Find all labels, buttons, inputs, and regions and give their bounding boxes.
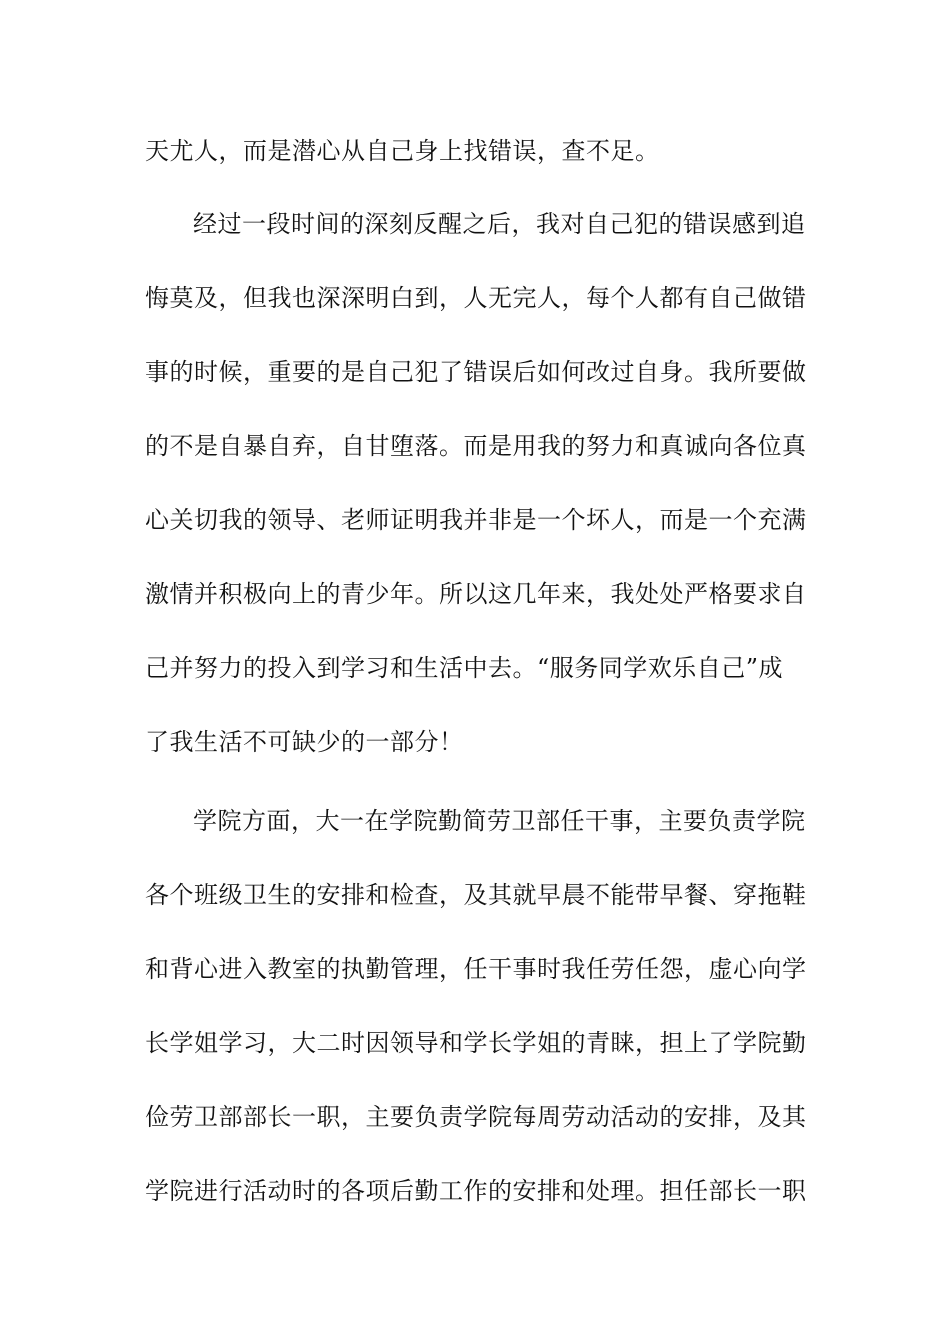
paragraph-line: 己并努力的投入到学习和生活中去。“服务同学欢乐自己”成: [145, 654, 784, 682]
paragraph-line: 天尤人，而是潜心从自己身上找错误，查不足。: [145, 137, 660, 165]
paragraph-line: 俭劳卫部部长一职，主要负责学院每周劳动活动的安排，及其: [145, 1103, 807, 1131]
paragraph-line: 长学姐学习，大二时因领导和学长学姐的青睐，担上了学院勤: [145, 1029, 807, 1057]
paragraph-line: 了我生活不可缺少的一部分！: [145, 728, 464, 756]
paragraph-line: 和背心进入教室的执勤管理，任干事时我任劳任怨，虚心向学: [145, 955, 807, 983]
paragraph-line: 的不是自暴自弃，自甘堕落。而是用我的努力和真诚向各位真: [145, 432, 807, 460]
paragraph-line: 学院进行活动时的各项后勤工作的安排和处理。担任部长一职: [145, 1177, 807, 1205]
paragraph-line: 心关切我的领导、老师证明我并非是一个坏人，而是一个充满: [145, 506, 807, 534]
paragraph-line: 经过一段时间的深刻反醒之后，我对自己犯的错误感到追: [193, 210, 806, 238]
paragraph-line: 学院方面，大一在学院勤简劳卫部任干事，主要负责学院: [193, 807, 806, 835]
paragraph-line: 各个班级卫生的安排和检查，及其就早晨不能带早餐、穿拖鞋: [145, 881, 807, 909]
paragraph-line: 事的时候，重要的是自己犯了错误后如何改过自身。我所要做: [145, 358, 807, 386]
paragraph-line: 悔莫及，但我也深深明白到，人无完人，每个人都有自己做错: [145, 284, 807, 312]
paragraph-line: 激情并积极向上的青少年。所以这几年来，我处处严格要求自: [145, 580, 807, 608]
